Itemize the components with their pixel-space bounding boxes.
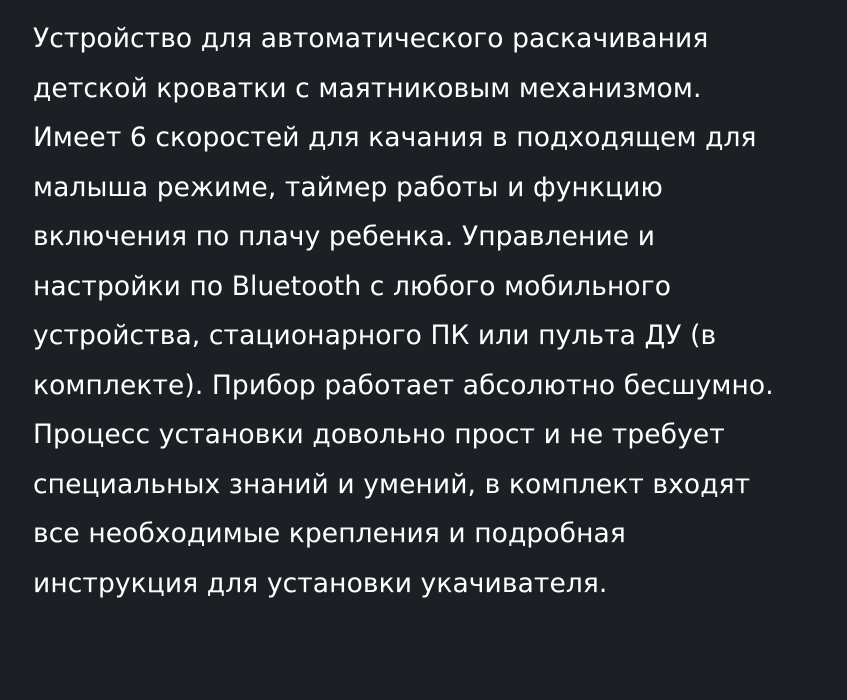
product-description-text: Устройство для автоматического раскачивания детской кроватки с маятниковым механизмом. Имеет 6 скоростей для качания в подходящем для малыша режиме, таймер работы и функцию включения по плачу ребенка. Управление и настройки по Bluetooth с любого мобильного устройства, стационарного ПК или пульта ДУ (в комплекте). Прибор работает абсолютно бесшумно. Процесс установки довольно прост и не требует специальных знаний и умений, в комплект входят все необходимые крепления и подробная инструкция для установки укачивателя. <box>33 23 783 599</box>
